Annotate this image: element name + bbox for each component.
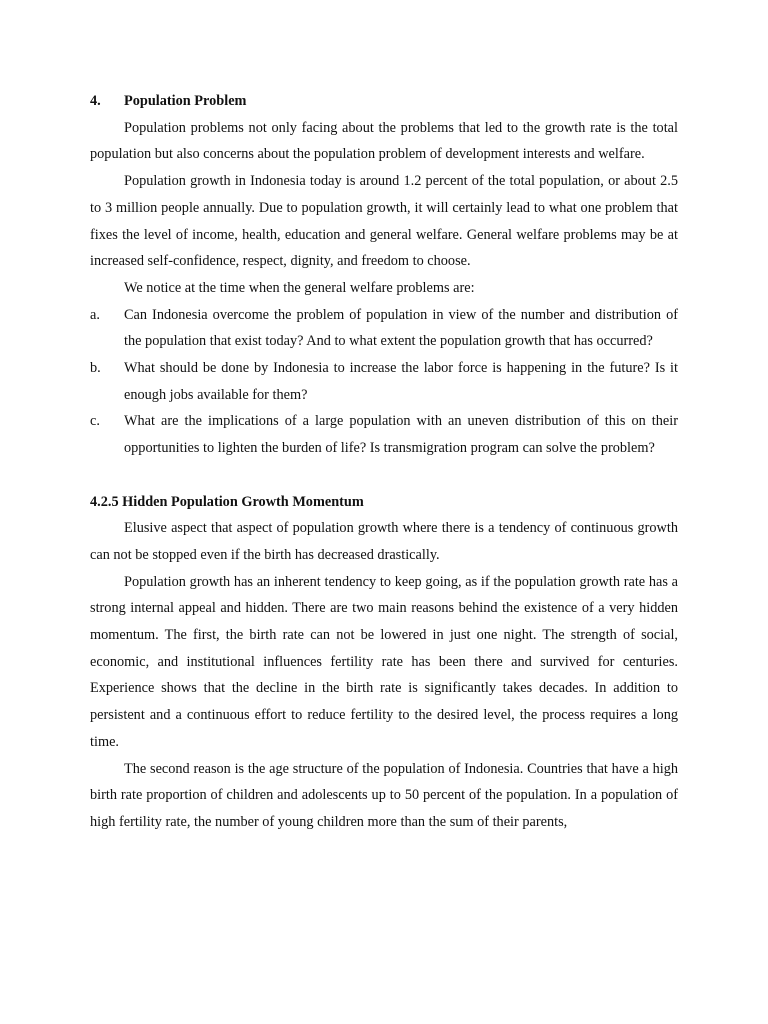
paragraph: The second reason is the age structure of the population of Indonesia. Countries that have a high birth rate proportion of children and adolescents up to 50 percent of the population. In a population of high fertility rate, the number of young children more than the sum of their parents, [90,760,678,830]
section-425-heading: 4.2.5 Hidden Population Growth Momentum [90,493,364,510]
document-body [90,88,678,836]
section-title: Population Problem [124,93,247,109]
paragraph: Population problems not only facing about the problems that led to the growth rate is the total population but also concerns about the population problem of development interests and welfare. [90,119,678,163]
paragraph: Population growth in Indonesia today is around 1.2 percent of the total population, or about 2.5 to 3 million people annually. Due to population growth, it will certainly lead to what one problem that fixes the level of income, health, education and general welfare. General welfare problems may be at increased self-confidence, respect, dignity, and freedom to choose. [90,173,678,270]
paragraph: Elusive aspect that aspect of population growth where there is a tendency of continuous growth can not be stopped even if the birth has decreased drastically. [90,520,678,563]
paragraph: Population growth has an inherent tendency to keep going, as if the population growth rate has a strong internal appeal and hidden. There are two main reasons behind the existence of a very hidden momentum. The first, the birth rate can not be lowered in just one night. The strength of social, economic, and institutional influences fertility rate has been there and survived for centuries. Experience shows that the decline in the birth rate is significantly takes decades. In addition to persistent and a continuous effort to reduce fertility to the desired level, the process requires a long time. [90,573,678,750]
list-marker: a. [90,306,100,323]
list-item [90,355,678,408]
list-text: What are the implications of a large population with an uneven distribution of this on their opportunities to lighten the burden of life? Is transmigration program can solve the problem? [124,413,678,457]
section-spacer [90,462,678,489]
list-text: Can Indonesia overcome the problem of population in view of the number and distribution of the population that exist today? And to what extent the population growth that has occurred? [124,306,678,350]
list-item [90,302,678,355]
list-marker: c. [90,413,100,430]
list-text: What should be done by Indonesia to increase the labor force is happening in the future? Is it enough jobs available for them? [124,360,678,403]
section-4-heading [90,88,678,115]
list-marker: b. [90,360,101,377]
list-item [90,408,678,461]
paragraph: We notice at the time when the general welfare problems are: [124,279,475,296]
section-number: 4. [90,93,101,109]
